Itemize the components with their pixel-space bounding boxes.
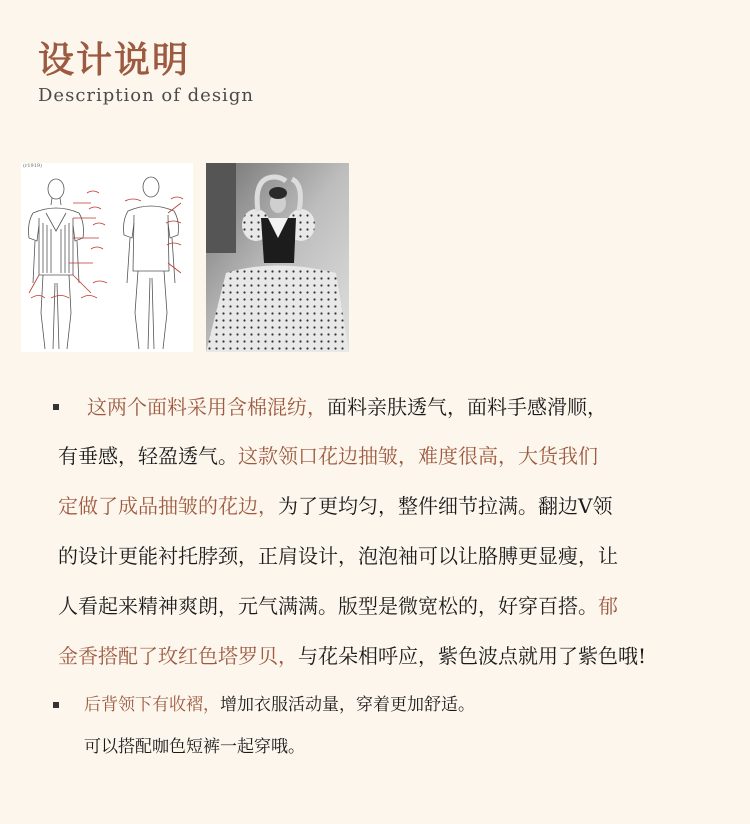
text-line-1: 这两个面料采用含棉混纺，面料亲肤透气，面料手感滑顺，: [87, 395, 607, 419]
text-line-8: 可以搭配咖色短裤一起穿哦。: [84, 737, 305, 757]
text-line-6: 金香搭配了玫红色塔罗贝，与花朵相呼应，紫色波点就用了紫色哦!: [58, 644, 647, 668]
text-line-4: 的设计更能衬托脖颈，正肩设计，泡泡袖可以让胳膊更显瘦，让: [58, 544, 618, 568]
design-sketch-image: [21, 163, 193, 352]
page-title: 设计说明: [38, 39, 191, 81]
bullet-2: [53, 702, 59, 708]
text-line-3: 定做了成品抽皱的花边，为了更均匀，整件细节拉满。翻边V领: [58, 494, 613, 518]
bullet-1: [53, 404, 59, 410]
text-line-7: 后背领下有收褶，增加衣服活动量，穿着更加舒适。: [84, 695, 475, 715]
reference-photo: [206, 163, 349, 352]
page-subtitle: Description of design: [38, 85, 254, 106]
text-line-2: 有垂感，轻盈透气。这款领口花边抽皱，难度很高，大货我们: [58, 444, 598, 468]
text-line-5: 人看起来精神爽朗，元气满满。版型是微宽松的，好穿百搭。郁: [58, 594, 618, 618]
sketch-corner-label: (r1919): [23, 163, 43, 169]
